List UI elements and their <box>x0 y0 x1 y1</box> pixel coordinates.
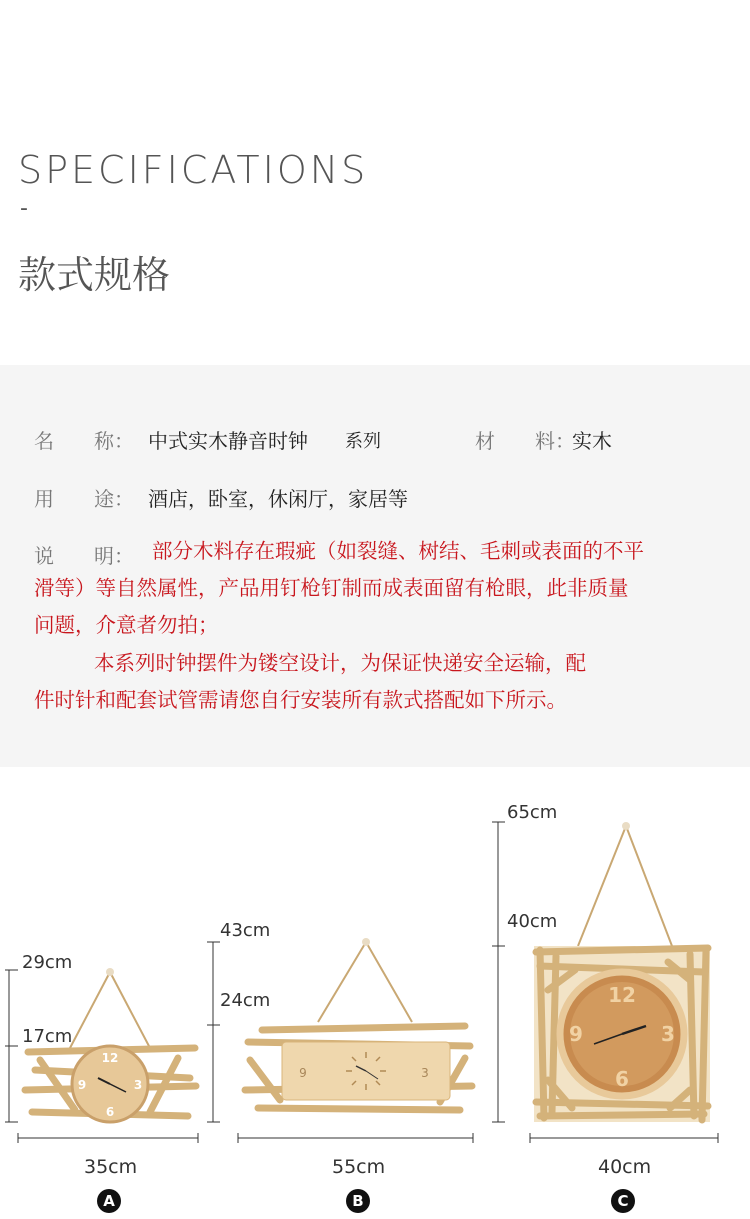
width-a: 35cm <box>84 1156 138 1178</box>
label-c-badge: C <box>611 1189 635 1213</box>
page-title-english: SPECIFICATIONS <box>18 148 369 192</box>
note-line-5: 件时针和配套试管需请您自行安装所有款式搭配如下所示。 <box>34 688 567 712</box>
width-b: 55cm <box>332 1156 386 1178</box>
height-clock-c: 40cm <box>507 911 558 932</box>
note-line-3: 问题，介意者勿拍； <box>34 613 219 637</box>
svg-text:3: 3 <box>661 1022 675 1046</box>
note-line-4: 本系列时钟摆件为镂空设计，为保证快递安全运输，配 <box>94 651 586 675</box>
product-illustration <box>0 790 750 1190</box>
svg-text:6: 6 <box>615 1067 629 1091</box>
note-label: 说 明： <box>34 544 134 568</box>
svg-text:9: 9 <box>569 1022 583 1046</box>
note-line-2: 滑等）等自然属性，产品用钉枪钉制而成表面留有枪眼，此非质量 <box>34 576 629 600</box>
note-line-1: 部分木料存在瑕疵（如裂缝、树结、毛刺或表面的不平 <box>152 539 644 563</box>
height-total-a: 29cm <box>22 952 73 973</box>
name-suffix: 系列 <box>345 431 381 452</box>
height-clock-a: 17cm <box>22 1026 73 1047</box>
svg-text:12: 12 <box>101 1051 119 1065</box>
name-label: 名 称： <box>34 429 134 453</box>
usage-label: 用 途： <box>34 487 134 511</box>
usage-value: 酒店，卧室，休闲厅，家居等 <box>148 487 408 511</box>
clock-c-image <box>534 822 710 1122</box>
material-value: 实木 <box>572 429 612 453</box>
svg-text:3: 3 <box>421 1066 429 1080</box>
height-total-b: 43cm <box>220 920 271 941</box>
material-label: 材 料： <box>475 429 575 453</box>
label-a-badge: A <box>97 1189 121 1213</box>
svg-text:9: 9 <box>77 1078 87 1092</box>
svg-text:3: 3 <box>133 1078 143 1092</box>
svg-text:9: 9 <box>299 1066 307 1080</box>
svg-text:6: 6 <box>105 1105 115 1119</box>
clock-b-image <box>245 938 472 1110</box>
page-title-chinese: 款式规格 <box>18 253 171 297</box>
height-total-c: 65cm <box>507 802 558 823</box>
label-b-badge: B <box>346 1189 370 1213</box>
svg-text:12: 12 <box>608 983 636 1007</box>
height-clock-b: 24cm <box>220 990 271 1011</box>
title-divider: - <box>20 196 28 221</box>
width-c: 40cm <box>598 1156 652 1178</box>
name-value: 中式实木静音时钟 <box>148 429 308 453</box>
